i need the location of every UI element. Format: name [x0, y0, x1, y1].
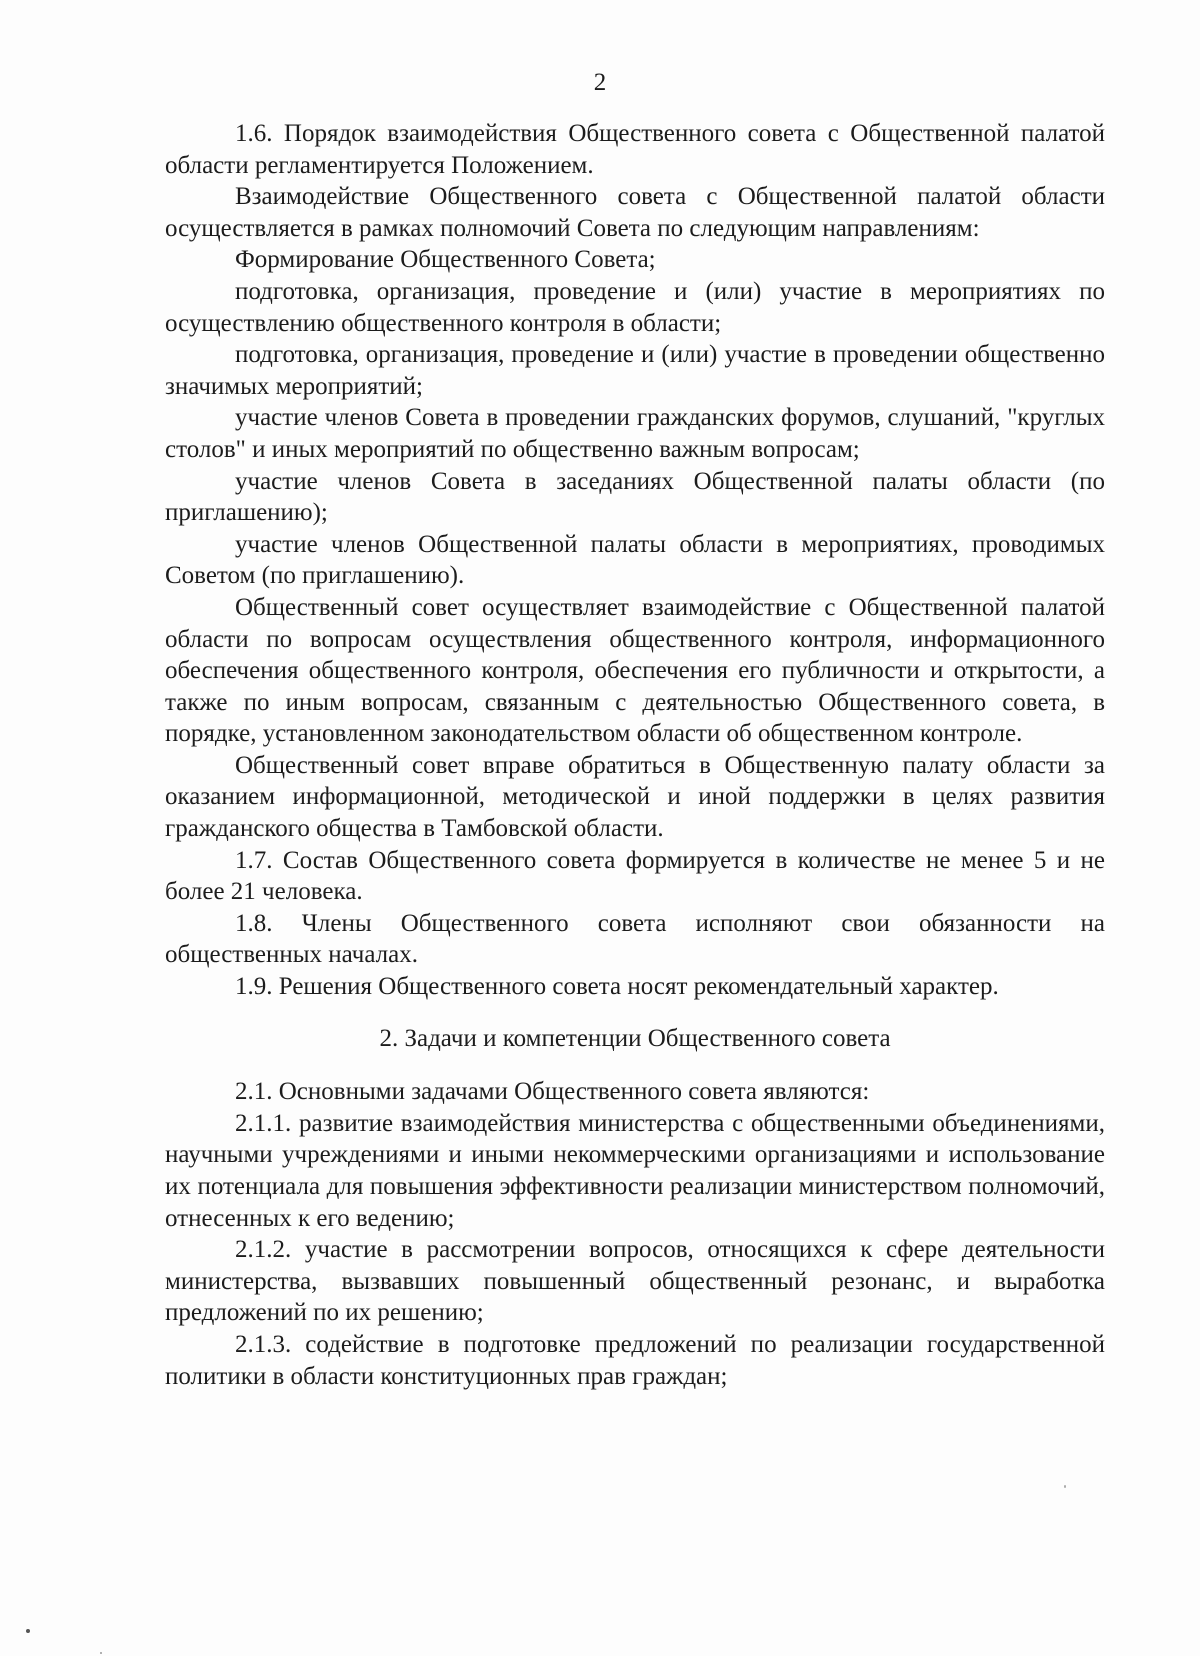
- scan-speck: [26, 1629, 30, 1633]
- list-item-formation: Формирование Общественного Совета;: [235, 246, 656, 274]
- scan-speck: [100, 1652, 102, 1654]
- scan-speck: [1064, 1485, 1066, 1488]
- paragraph-1-9: 1.9. Решения Общественного совета носят рекомендательный характер.: [235, 973, 999, 1001]
- list-item-council-events: участие членов Общественной палаты области в мероприятиях, проводимых Советом (по приглашению).: [165, 530, 1105, 590]
- paragraph-1-8: 1.8. Члены Общественного совета исполняют свои обязанности на общественных началах.: [165, 909, 1105, 969]
- paragraph-interaction-intro: Взаимодействие Общественного совета с Общественной палатой области осуществляется в рамках полномочий Совета по следующим направлениям:: [165, 183, 1105, 242]
- paragraph-1-7: 1.7. Состав Общественного совета формируется в количестве не менее 5 и не более 21 человека.: [165, 846, 1105, 906]
- paragraph-2-1-3: 2.1.3. содействие в подготовке предложений по реализации государственной политики в области конституционных прав граждан;: [165, 1330, 1105, 1390]
- list-item-public-control: подготовка, организация, проведение и (или) участие в мероприятиях по осуществлению общественного контроля в области;: [165, 277, 1105, 337]
- paragraph-2-1-2: 2.1.2. участие в рассмотрении вопросов, относящихся к сфере деятельности министерства, вызвавших повышенный общественный резонанс, и выработка предложений по их решению;: [165, 1236, 1105, 1327]
- paragraph-2-1: 2.1. Основными задачами Общественного совета являются:: [235, 1078, 870, 1106]
- paragraph-support-request: Общественный совет вправе обратиться в Общественную палату области за оказанием информационной, методической и иной поддержки в целях развития гражданского общества в Тамбовской области.: [165, 751, 1105, 843]
- paragraph-1-6: 1.6. Порядок взаимодействия Общественного совета с Общественной палатой области регламентируется Положением.: [165, 120, 1105, 179]
- list-item-significant-events: подготовка, организация, проведение и (или) участие в проведении общественно значимых мероприятий;: [165, 341, 1105, 400]
- paragraph-interaction-scope: Общественный совет осуществляет взаимодействие с Общественной палатой области по вопросам осуществления общественного контроля, информационного обеспечения общественного контроля, обеспечения его публичности и открытости, а также по иным вопросам, связанным с деятельностью Общественного совета, в порядке, установленном законодательством области об общественном контроле.: [165, 593, 1105, 748]
- list-item-forums: участие членов Совета в проведении гражданских форумов, слушаний, "круглых столов" и иных мероприятий по общественно важным вопросам;: [165, 404, 1105, 463]
- document-body: [165, 118, 1105, 1392]
- section-heading: 2. Задачи и компетенции Общественного совета: [379, 1024, 891, 1052]
- paragraph-2-1-1: 2.1.1. развитие взаимодействия министерства с общественными объединениями, научными учреждениями и иными некоммерческими организациями и использование их потенциала для повышения эффективности реализации министерством полномочий, отнесенных к его ведению;: [165, 1109, 1105, 1232]
- page-number: 2: [593, 69, 607, 96]
- list-item-chamber-meetings: участие членов Совета в заседаниях Общественной палаты области (по приглашению);: [165, 467, 1105, 527]
